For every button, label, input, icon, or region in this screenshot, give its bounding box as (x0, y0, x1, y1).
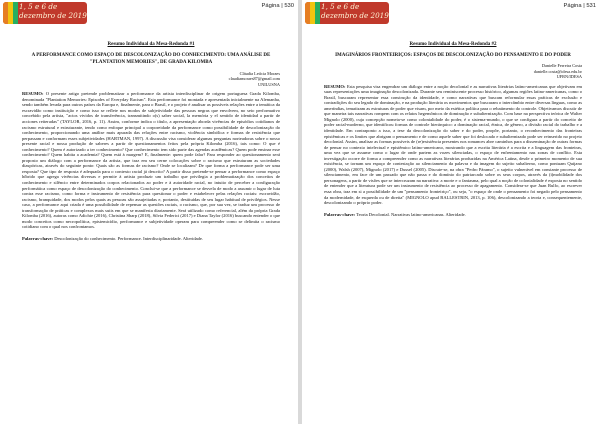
author-name: Cláudia Letícia Moraes (239, 70, 280, 76)
author-institution: UFRN/IDESA (556, 74, 582, 80)
logo-text (19, 3, 87, 20)
abstract-text: Esta pesquisa visa engendrar um diálogo entre a noção decolonial e as narrativas literárias latino-americanas que objetivam em suas representações uma imaginação descolonizada. Durante seu reminiscente processo histórico, algumas regiões latino-americanas, como o Brasil, buscaram representar essa construção da identidade, e como narrativas que buscam reformular essas práticas de exclusão e contradições do seu legado de dominação, e na produção literária os movimentos que buscaram o intercâmbio entre diversas línguas, como as ameríndias, tematizam as estruturas de poder que visam, por meio da estética política para o rebatimento do controle. Objetivamos discutir de que maneira tais narrativas rompem com os relatos hegemônicos de dominação e subalternização. Com base na perspectiva teórica de Walter Mignolo (2000), cuja concepção nomeia-se como colonialidade do poder, é o sistema-mundo, o que se configura a partir do conceito de poder racial-moderno, que identificou formas de controle hierárquico: a dominação racial, étnica, de gênero, a divisão racial do trabalho e a identidade. Em contraponto a isso, a tese da descolonização do saber e do poder, propõe, portanto, o reconhecimento das fronteiras epistêmicas e os limites que abrigam o pensamento e de como aquele saber que foi deslocado e subalternizado pode ser reinserido no projeto decolonial. Assim, analisar as formas possíveis de (re)existência presentes nos romances abre caminhos para a disseminação de outras formas de pensar no contexto intelectual e epistêmico latino-americano, mostrando que a escrita literária é a escrita e a linguagem das fronteiras, uma vez que se assume como o lugar de onde partem as vozes silenciadas, o espaço de enfrentamento nas zonas de conflito. Esta investigação ocorre de forma a compreender como as narrativas literárias produzidas na América Latina, desde o primeiro momento de sua existência, se tornam um espaço de contestação ao silenciamento da palavra e da imagem do sujeito subalterno, como pontuam Quijano (2000), Walsh (2007), Mignolo (2017) e Dussel (2005). Discute-se, na obra "Pedro Páramo", o sujeito vulnerável em constante processo de silenciamento, em face de um passado que não passa e do domínio do patriarcado sobre os seus corpos, através da (i)mobilidade dos personagens, a partir de visões que se intercruzam na narrativa: a morte e o fantasma, pelo qual a noção de colonialidade é exposta no sentido de entender que a literatura pode ser um instrumento de resistência ao processo de apagamento. Considera-se que Juan Rulfo, ao escrever essa obra, traz em si a possibilidade de um "pensamento fronteiriço", ou seja, "o espaço de onde o pensamento foi negado pelo pensamento da modernidade, de esquerda ou de direita" (MIGNOLO apud BALLESTRIN, 2013, p. 106), descolonizando a teoria e, consequentemente, descolonizando o próprio poder. (324, 83, 582, 206)
keywords-text: Descolonização do conhecimento. Performance. Interdisciplinaridade. Alteridade. (54, 235, 204, 241)
author-name: Danielle Ferreira Costa (541, 63, 582, 69)
article-heading: IMAGINÁRIOS FRONTEIRIÇOS: ESPAÇOS DE DESCOLONIZAÇÃO DO PENSAMENTO E DO PODER (335, 52, 571, 58)
author-institution: UNILUSNA (258, 81, 280, 87)
page-531 (302, 0, 600, 424)
page-number: Página | 531 (563, 3, 596, 9)
keywords-line (22, 236, 280, 242)
abstract-text: O presente artigo pretende problematizar a performance da artista interdisciplinar de origem portuguesa Grada Kilomba, denominada "Plantation Memories: Episodes of Everyday Racism". Esta performance foi montada e apresentada inicialmente na Alemanha, sendo também levada para outros países da Europa e, finalmente, para o Brasil, e o projeto é analisar as possíveis relações entre a temática da escravidão como instituição e como isso se reflete nos modos de subjetividade das pessoas negras que envolvem, no seio performativo concebido pela artista, "actos vividos de transferência, transmitindo o(s) saber social, la memória y el sentido de identidad a partir de acciones reiteradas" (TAYLOR, 2016, p. 11). Assim, conforme indica o título, a apresentação aborda vivências de episódios cotidianos de racismo estrutural e estruturante, tendo como enfoque principal a corporeidade da performance como possibilidade de descolonização do conhecimento, proporcionando uma análise mais apurada das relações entre racismo, violência simbólica e formas de resistência que perpassam e conformam esses subjetividades (HARTMAN, 1997). A discussão visa considerar algumas perguntas norteadoras sobre o nosso presente racial e nossa produção de saberes a partir de questionamentos feitos pela própria Kilomba (2016), tais como: O que é conhecimento? Quem é autorizado a ter conhecimento? Que conhecimento tem sido parte das agendas acadêmicas? Quem pode ensinar esse conhecimento? Quem habita a academia? Quem está à margem? E, finalmente: quem pode falar? Para responder ao questionamento será proposto um diálogo com a performance da artista, que traz em seu cerne colocações sobre o racismo que estruturam as sociedades diaspóricas, através do seguinte ponto: Quais são as formas de racismo? Onde se localizam? De que forma a performance pode ser uma resposta? Que tipo de resposta é adequada para o contexto racial já descrito? A partir disso pretende-se pensar a performance como espaço híbrido que agrega vivências diversas e permite à artista produzir um trabalho que privilegia a problematização dos conceitos de conhecimento e silêncio entre determinados corpos relacionados ao poder e à autoridade racial, no intuito de perceber a configuração performática como espaço de descolonização do conhecimento. Conclui-se que a performance se desvela de modo a assumir o lugar de luta contra esse racismo, como forma e instrumento de resistência para questionar o poder e estabelecer pelas relações raciais: escravidão, racismo, branquidade, dos modos pelos quais as pessoas são assujeitadas e, portanto, destituídas de seu lugar habitual de privilégios. Nesse caso, a performance aqui criada é uma possibilidade de repensar as questões raciais, o racismo, que, por sua vez, se traduz um processo de transformação de práticas e complexos mais sutis em que se manifesta diariamente. Será utilizado como referencial, além da própria Grada Kilomba (2016), autoras como Adichie (2016), Christina Sharp (2018), Silvia Federici (2017) e Diana Taylor (2016) buscando entender o que modo conceitos como necropolítica, epistemicídio, performance e subjetividade operam para compreender como se delimita o racismo cotidiano com o qual nos confrontamos. (22, 91, 281, 230)
abstract-paragraph (22, 91, 280, 230)
author-email[interactable]: danielle.costa@idesa.edu.br (533, 68, 582, 74)
summary-title: Resumo Individual da Mesa-Redonda #1 (107, 42, 195, 47)
keywords-line (324, 212, 582, 218)
page-banner (302, 0, 600, 27)
logo-line-1: 1, 5 e 6 de (19, 2, 58, 11)
page-number: Página | 530 (261, 3, 294, 9)
keywords-label: Palavras-chave: (324, 211, 356, 217)
logo-stripe-green (13, 2, 18, 24)
article-heading: A PERFORMANCE COMO ESPAÇO DE DESCOLONIZAÇÃO DO CONHECIMENTO: UMA ANÁLISE DE "PLANTATION MEMORIES", DE GRADA KILOMBA (31, 52, 271, 66)
page-content (22, 42, 280, 241)
page-content (324, 42, 582, 217)
logo-line-2: dezembro de 2019 (19, 10, 87, 20)
abstract-label: RESUMO: (324, 83, 346, 89)
event-logo (3, 2, 87, 24)
event-logo (305, 2, 389, 24)
abstract-paragraph (324, 84, 582, 206)
page-banner (0, 0, 298, 27)
logo-line-2: dezembro de 2019 (321, 10, 389, 20)
author-block (324, 63, 582, 80)
author-email[interactable]: claudiamoraes87@gmail.com (228, 76, 280, 82)
summary-title: Resumo Individual da Mesa-Redonda #2 (409, 42, 497, 47)
keywords-label: Palavras-chave: (22, 235, 54, 241)
logo-stripe-green (315, 2, 320, 24)
page-530 (0, 0, 298, 424)
abstract-label: RESUMO: (22, 91, 44, 97)
author-block (22, 71, 280, 88)
logo-text (321, 3, 389, 20)
keywords-text: Teoria Decolonial. Narrativas latino-americanas. Alteridade. (356, 211, 466, 217)
logo-line-1: 1, 5 e 6 de (321, 2, 360, 11)
